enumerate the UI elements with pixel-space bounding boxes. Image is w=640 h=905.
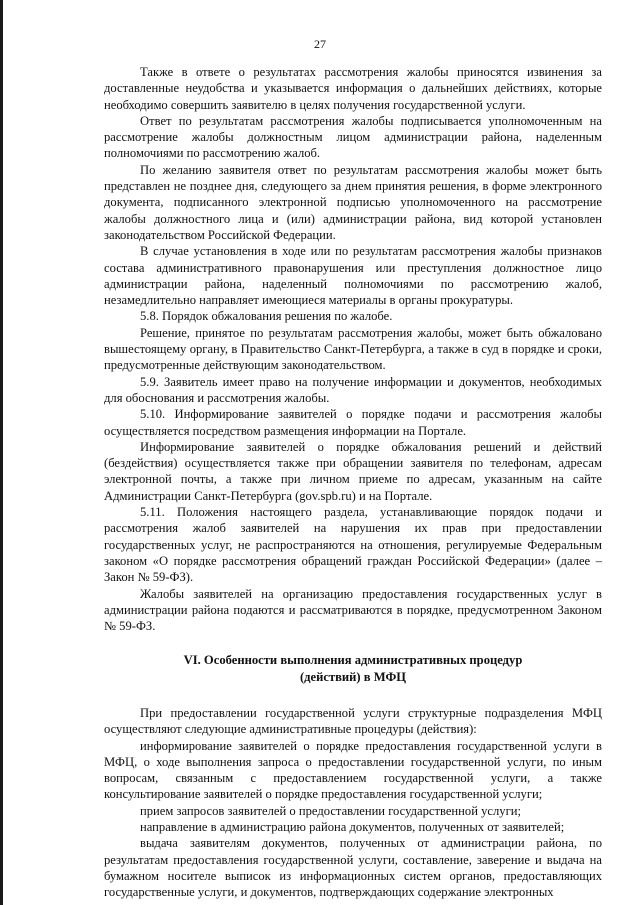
page-number: 27: [314, 37, 326, 51]
section-heading-line1: VI. Особенности выполнения административных процедур: [183, 653, 523, 668]
paragraph-electronic-response: По желанию заявителя ответ по результатам рассмотрения жалобы может быть представлен не позднее дня, следующего за днем принятия решения, в форме электронного документа, подписанного электронной подписью уполномоченного на рассмотрение жалобы должностного лица и (или) администрации района, вид которой установлен законодательством Российской Федерации.: [104, 162, 602, 242]
paragraph-mfc-intro: При предоставлении государственной услуги структурные подразделения МФЦ осуществляют следующие административные процедуры (действия):: [104, 705, 602, 737]
paragraph-mfc-reception: прием запросов заявителей о предоставлении государственной услуги;: [140, 803, 521, 818]
section-heading-line2: (действий) в МФЦ: [299, 669, 407, 684]
paragraph-mfc-forwarding: направление в администрацию района документов, полученных от заявителей;: [140, 820, 565, 835]
paragraph-5-10: 5.10. Информирование заявителей о порядке подачи и рассмотрения жалобы осуществляется посредством размещения информации на Портале.: [104, 407, 602, 438]
paragraph-informing: Информирование заявителей о порядке обжалования решений и действий (бездействия) осуществляется также при обращении заявителя по телефонам, адресам электронной почты, а также при личном приеме по адресам, указанным на сайте Администрации Санкт-Петербурга (gov.spb.ru) и на Портале.: [104, 439, 602, 503]
document-body: [104, 64, 602, 901]
paragraph-mfc-informing: информирование заявителей о порядке предоставления государственной услуги в МФЦ, о ходе выполнения запроса о предоставлении государственной услуги, по иным вопросам, связанным с предоставлением государственной услуги, а также консультирование заявителей о порядке предоставления государственной услуги;: [104, 738, 602, 802]
paragraph-complaints-59fz: Жалобы заявителей на организацию предоставления государственных услуг в администрации района подаются и рассматриваются в порядке, предусмотренном Законом № 59-ФЗ.: [104, 586, 602, 634]
paragraph-5-9: 5.9. Заявитель имеет право на получение информации и документов, необходимых для обоснования и рассмотрения жалобы.: [104, 374, 602, 405]
section-heading: [104, 652, 602, 685]
paragraph-appeal-decision: Решение, принятое по результатам рассмотрения жалобы, может быть обжаловано вышестоящему органу, в Правительство Санкт-Петербурга, а также в суд в порядке и сроки, предусмотренные действующим законодательством.: [104, 325, 602, 373]
paragraph-signed-response: Ответ по результатам рассмотрения жалобы подписывается уполномоченным на рассмотрение жалобы должностным лицом администрации района, наделенным полномочиями по рассмотрению жалоб.: [104, 113, 602, 161]
paragraph-5-8: 5.8. Порядок обжалования решения по жалобе.: [140, 309, 393, 324]
paragraph-mfc-issuance: выдача заявителям документов, полученных от администрации района, по результатам предоставления государственной услуги, составление, заверение и выдача на бумажном носителе выписок из информационных систем органов, предоставляющих государственные услуги, и документов, подтверждающих содержание электронных: [104, 836, 602, 900]
paragraph-prosecution: В случае установления в ходе или по результатам рассмотрения жалобы признаков состава административного правонарушения или преступления должностное лицо администрации района, наделенный полномочиями по рассмотрению жалоб, незамедлительно направляет имеющиеся материалы в органы прокуратуры.: [104, 244, 602, 308]
scan-edge-line: [0, 0, 3, 905]
paragraph-apology: Также в ответе о результатах рассмотрения жалобы приносятся извинения за доставленные неудобства и указывается информация о дальнейших действиях, которые необходимо совершить заявителю в целях получения государственной услуги.: [104, 65, 602, 112]
paragraph-5-11: 5.11. Положения настоящего раздела, устанавливающие порядок подачи и рассмотрения жалоб заявителей на нарушения их прав при предоставлении государственных услуг, не распространяются на отношения, регулируемые Федеральным законом «О порядке рассмотрения обращений граждан Российской Федерации» (далее – Закон № 59-ФЗ).: [104, 505, 602, 585]
